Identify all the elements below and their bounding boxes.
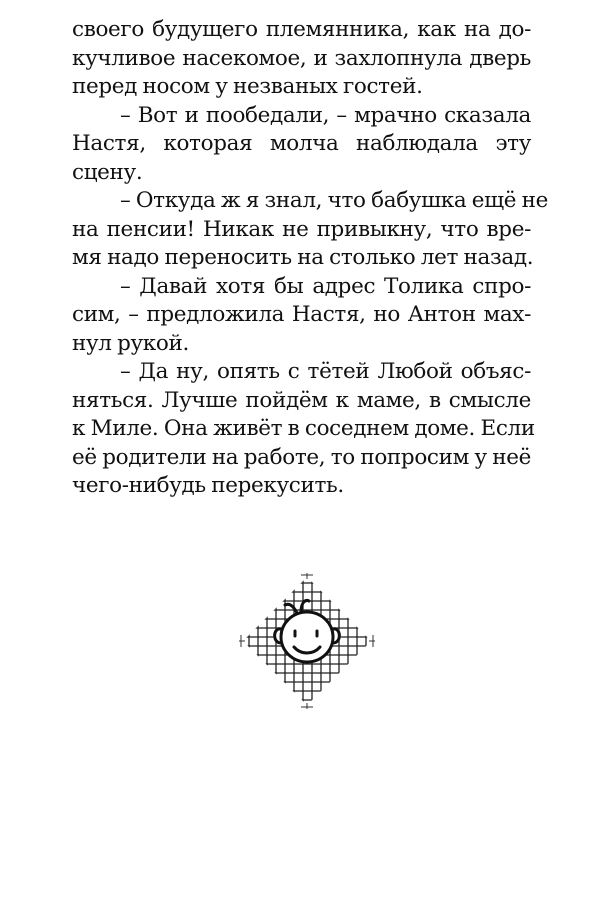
- text-line: – Откуда ж я знал, что бабушка ещё не: [120, 188, 548, 213]
- text-line: – Вот и пообедали, – мрачно сказала: [120, 102, 531, 128]
- text-line: сим, – предложила Настя, но Антон мах-: [72, 302, 531, 327]
- text-line: к Миле. Она живёт в соседнем доме. Если: [72, 416, 535, 441]
- text-line: её родители на работе, то попросим у неё: [72, 444, 531, 470]
- text-line: на пенсии! Никак не привыкну, что вре-: [72, 216, 531, 242]
- text-line: мя надо переносить на столько лет назад.: [72, 245, 534, 270]
- text-line: кучливое насекомое, и захлопнула дверь: [72, 45, 531, 71]
- text-line: – Да ну, опять с тётей Любой объяс-: [120, 359, 531, 384]
- text-line: чего-нибудь перекусить.: [72, 473, 344, 498]
- text-line: перед носом у незваных гостей.: [72, 74, 423, 99]
- book-page-text: [72, 16, 548, 501]
- text-line: нул рукой.: [72, 330, 189, 356]
- text-line: сцену.: [72, 159, 143, 185]
- text-line: – Давай хотя бы адрес Толика спро-: [120, 273, 531, 299]
- text-line: своего будущего племянника, как на до-: [72, 17, 531, 42]
- smiling-boy-face-grid-icon: [239, 573, 375, 709]
- text-line: Настя, которая молча наблюдала эту: [72, 131, 531, 156]
- text-line: няться. Лучше пойдём к маме, в смысле: [72, 387, 531, 413]
